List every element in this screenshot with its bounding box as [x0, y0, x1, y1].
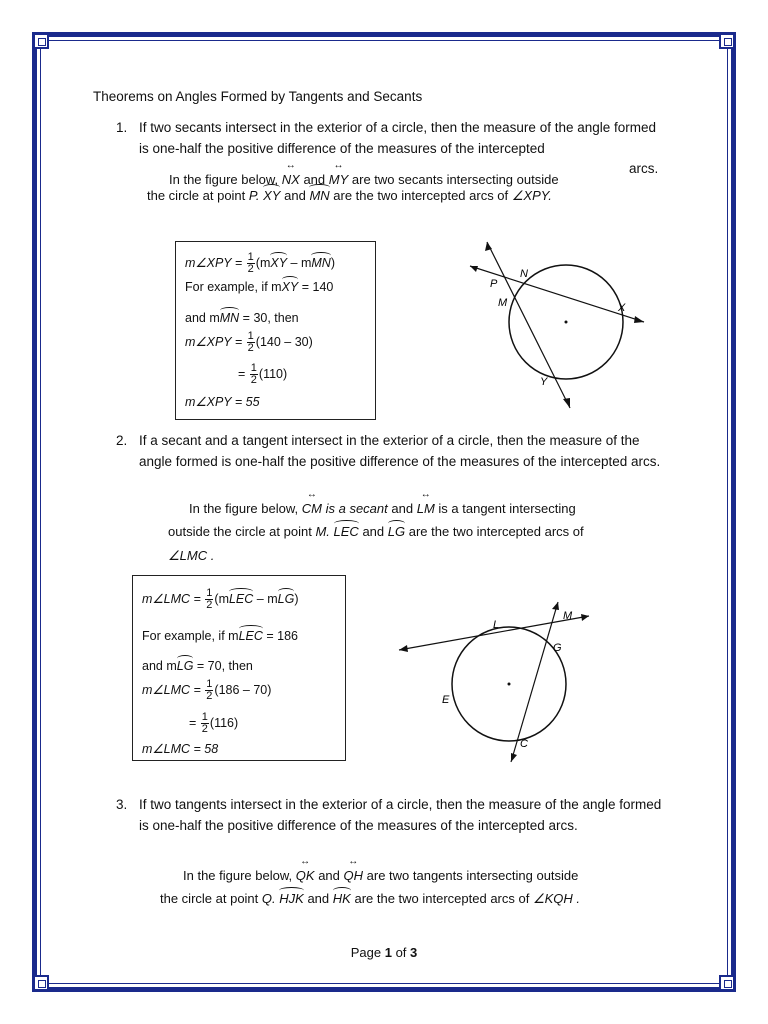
svg-text:P: P: [490, 278, 498, 290]
figure1-formula-box: m∠XPY = $\frac{1}{2}$ (mXY – mMN) For example, if mXY = 140 and mMN = 30, then m∠XPY = $\frac{1}{2}$ (140 – 30) = $\frac{1}{2}$ (110) m∠XPY = 55: [175, 241, 376, 420]
theorem-1-tail: [629, 158, 658, 179]
ray-label: ↔ NX: [282, 172, 300, 187]
arc-label: LEC: [333, 524, 359, 539]
ray-label: ↔ QH: [344, 868, 364, 883]
ray-label: ↔ CM: [302, 501, 322, 516]
svg-text:M: M: [563, 610, 573, 622]
ray-label: ↔ MY: [329, 172, 349, 187]
figure1-description-line2: the circle at point P. XY and MN are the two intercepted arcs of ∠XPY.: [147, 188, 552, 203]
theorem-text: If two tangents intersect in the exterior of a circle, then the measure of the angle formed is one-half the positive difference of the measures of the intercepted arcs.: [139, 797, 662, 833]
figure1-description-line1: In the figure below, ↔ NX and ↔ MY are two secants intersecting outside: [169, 172, 559, 187]
figure2-description-line1: In the figure below, ↔ CM is a secant and ↔ LM is a tangent intersecting: [189, 501, 576, 516]
svg-text:G: G: [553, 642, 562, 654]
figure2-angle: ∠LMC .: [168, 548, 215, 563]
figure2-description-line2: outside the circle at point M. LEC and LG are the two intercepted arcs of: [168, 524, 584, 539]
theorem-number: 2.: [116, 433, 128, 448]
svg-text:Y: Y: [540, 376, 548, 388]
theorem-text-tail: arcs.: [629, 161, 659, 176]
figure3-description-line1: In the figure below, ↔ QK and ↔ QH are two tangents intersecting outside: [183, 868, 578, 883]
svg-text:E: E: [442, 694, 450, 706]
arc-label: XY: [263, 188, 281, 203]
arc-label: HK: [332, 891, 351, 906]
svg-text:M: M: [498, 297, 508, 309]
ray-label: ↔ QK: [296, 868, 315, 883]
arc-label: MN: [309, 188, 330, 203]
page-number: Page 1 of 3: [350, 945, 418, 960]
corner-ornament: [33, 33, 49, 49]
corner-ornament: [33, 975, 49, 991]
figure2-diagram: [395, 598, 595, 768]
figure3-description-line2: the circle at point Q. HJK and HK are the two intercepted arcs of ∠KQH .: [160, 891, 581, 906]
theorem-number: 3.: [116, 797, 128, 812]
svg-text:X: X: [618, 302, 626, 314]
figure1-diagram: [462, 236, 662, 416]
svg-text:L: L: [493, 619, 500, 631]
theorem-text: If a secant and a tangent intersect in the exterior of a circle, then the measure of the angle formed is one-half the positive difference of the measures of the intercepted arcs.: [139, 433, 661, 469]
svg-text:N: N: [520, 268, 528, 280]
figure2-formula-box: m∠LMC = $\frac{1}{2}$ (mLEC – mLG) For example, if mLEC = 186 and mLG = 70, then m∠LMC = $\frac{1}{2}$ (186 – 70) = $\frac{1}{2}$ (116) m∠LMC = 58: [132, 575, 346, 761]
ray-label: ↔ LM: [417, 501, 435, 516]
arc-label: HJK: [279, 891, 304, 906]
corner-ornament: [719, 33, 735, 49]
svg-text:C: C: [520, 738, 528, 750]
arc-label: LG: [387, 524, 406, 539]
theorem-text: If two secants intersect in the exterior of a circle, then the measure of the angle formed is one-half the positive difference of the measures of the intercepted: [139, 120, 657, 156]
theorem-number: 1.: [116, 120, 128, 135]
page-title: Theorems on Angles Formed by Tangents and Secants: [93, 89, 423, 104]
corner-ornament: [719, 975, 735, 991]
